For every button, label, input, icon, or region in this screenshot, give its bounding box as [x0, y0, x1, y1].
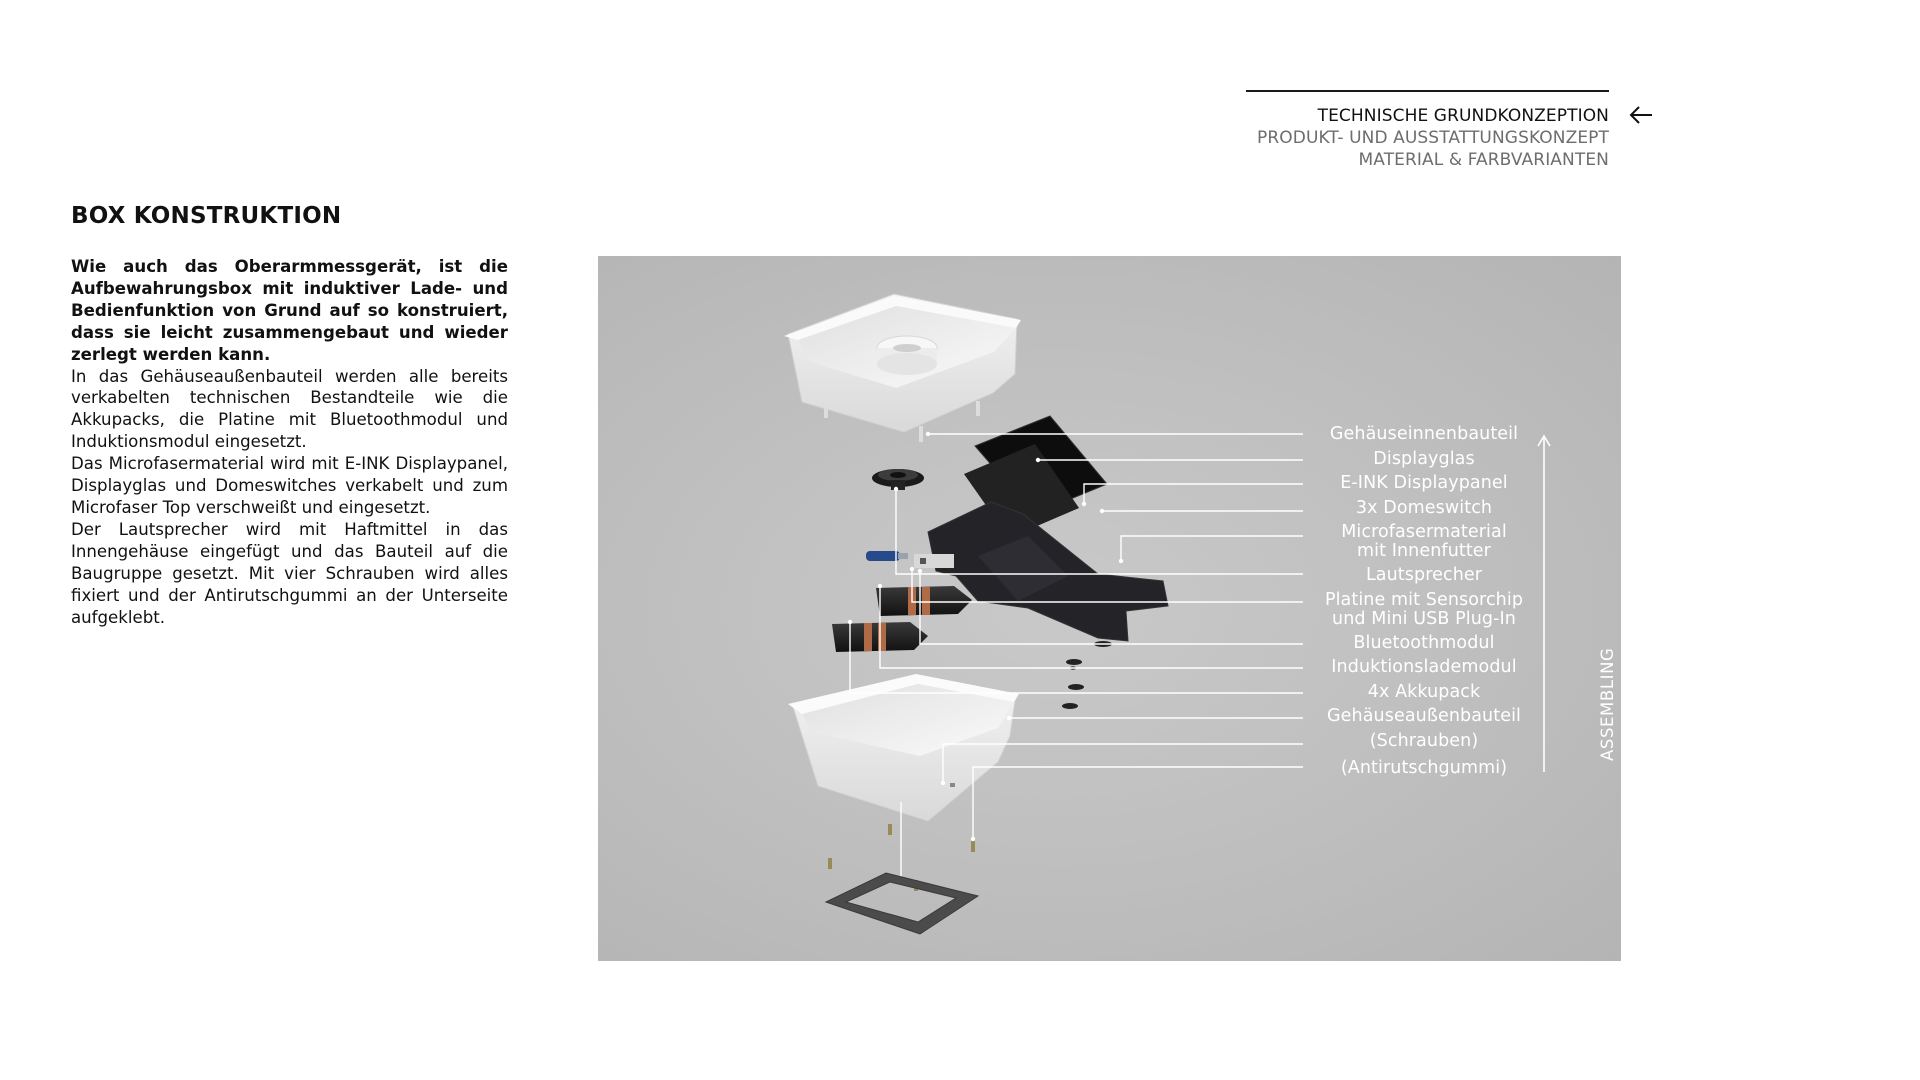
- outer-housing-part: [788, 674, 1019, 821]
- label-displayglas: Displayglas: [1373, 449, 1475, 469]
- label-schrauben: (Schrauben): [1369, 731, 1479, 751]
- anti-slip-rubber-part: [826, 873, 978, 934]
- label-lautsprecher: Lautsprecher: [1365, 565, 1483, 585]
- description-text: [71, 256, 508, 628]
- dome-switch: [1062, 703, 1078, 709]
- label-gehaeuseaussenbauteil: Gehäuseaußenbauteil: [1327, 706, 1521, 726]
- lead-paragraph: Wie auch das Oberarmmessgerät, ist die Aufbewahrungsbox mit induktiver Lade- und Bedienfunktion von Grund auf so konstruiert, dass sie leicht zusammengebaut und wieder zerlegt werden kann.: [71, 257, 508, 364]
- label-bluetoothmodul: Bluetoothmodul: [1353, 633, 1495, 653]
- body-paragraph: Der Lautsprecher wird mit Haftmittel in das Innengehäuse eingefügt und das Bauteil auf die Baugruppe gesetzt. Mit vier Schrauben wird alles fixiert und der Antirutschgummi an der Unterseite aufgeklebt.: [71, 519, 508, 627]
- page-title: BOX KONSTRUKTION: [71, 203, 342, 229]
- dome-switch: [1066, 659, 1082, 665]
- body-paragraph: In das Gehäuseaußenbauteil werden alle bereits verkabelten technischen Bestandteile wie die Akkupacks, die Platine mit Bluetoothmodul und Induktionsmodul eingesetzt.: [71, 366, 508, 452]
- label-platine: Platine mit Sensorchip und Mini USB Plug-In: [1324, 590, 1524, 629]
- body-paragraph: Das Microfasermaterial wird mit E-INK Displaypanel, Displayglas und Domeswitches verkabelt und zum Microfaser Top verschweißt und eingesetzt.: [71, 454, 508, 517]
- label-induktionslademodul: Induktionslademodul: [1331, 657, 1517, 677]
- assembling-label: ASSEMBLING: [1598, 647, 1617, 761]
- speaker-part: [872, 469, 924, 490]
- label-antirutschgummi: (Antirutschgummi): [1340, 758, 1508, 778]
- nav-divider: [1246, 90, 1609, 92]
- label-akkupack: 4x Akkupack: [1367, 682, 1481, 702]
- label-microfasermaterial: Microfasermaterial mit Innenfutter: [1341, 522, 1507, 561]
- nav-item-technische-grundkonzeption[interactable]: TECHNISCHE GRUNDKONZEPTION: [1317, 105, 1609, 126]
- inner-housing-part: [784, 294, 1021, 442]
- label-gehaeuseinnenbauteil: Gehäuseinnenbauteil: [1329, 424, 1519, 444]
- nav-item-produkt-und-ausstattungskonzept[interactable]: PRODUKT- UND AUSSTATTUNGSKONZEPT: [1257, 127, 1609, 148]
- arrow-left-icon[interactable]: [1628, 104, 1654, 126]
- section-navigation: [1246, 90, 1609, 171]
- exploded-view-figure: [598, 256, 1621, 961]
- label-e-ink-displaypanel: E-INK Displaypanel: [1340, 473, 1508, 493]
- dome-switch: [1068, 684, 1084, 690]
- label-domeswitch: 3x Domeswitch: [1355, 498, 1493, 518]
- battery-pack-upper: [876, 586, 972, 616]
- nav-item-material-farbvarianten[interactable]: MATERIAL & FARBVARIANTEN: [1358, 149, 1609, 170]
